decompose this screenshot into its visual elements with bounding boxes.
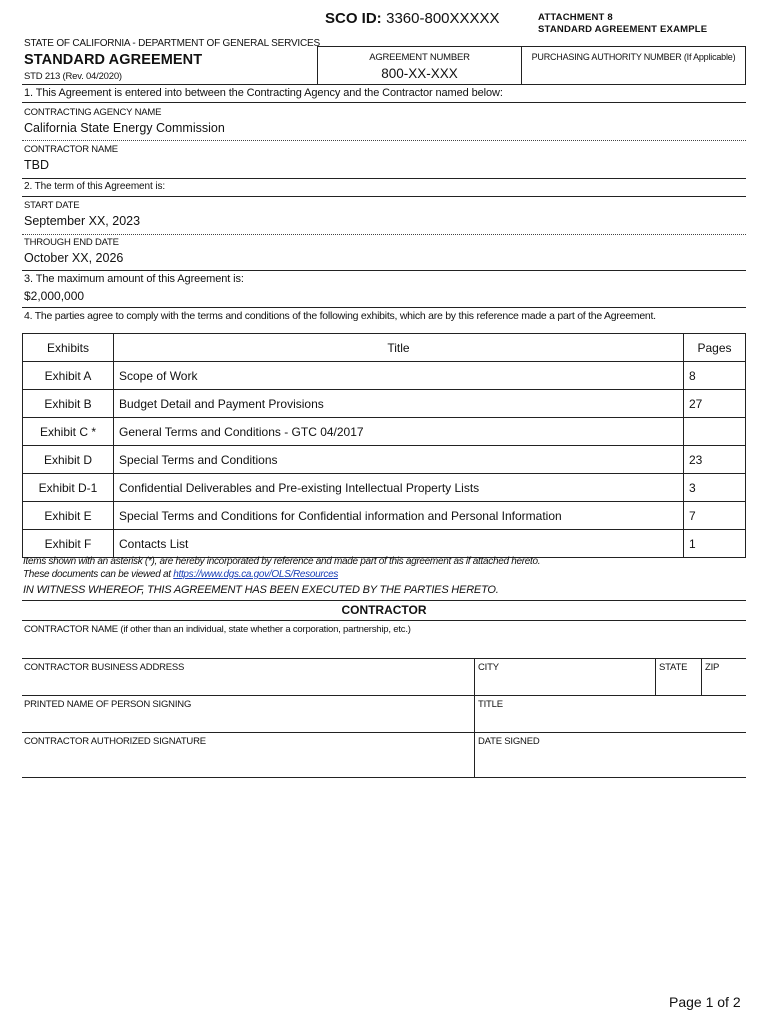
end-date-label: THROUGH END DATE [24, 237, 119, 248]
exhibit-pages: 7 [684, 502, 746, 530]
date-signed-field[interactable] [478, 748, 744, 776]
form-number: STD 213 (Rev. 04/2020) [24, 71, 122, 82]
contracting-agency-value[interactable]: California State Energy Commission [24, 121, 225, 135]
exhibit-id: Exhibit D [23, 446, 114, 474]
table-row [23, 530, 746, 558]
business-address-label: CONTRACTOR BUSINESS ADDRESS [24, 662, 185, 673]
witness-statement: IN WITNESS WHEREOF, THIS AGREEMENT HAS BEEN EXECUTED BY THE PARTIES HERETO. [23, 584, 499, 596]
exhibit-pages: 3 [684, 474, 746, 502]
asterisk-note: Items shown with an asterisk (*), are hereby incorporated by reference and made part of this agreement as if attached hereto. [23, 556, 541, 567]
signature-label: CONTRACTOR AUTHORIZED SIGNATURE [24, 736, 206, 747]
agreement-number-box [317, 46, 522, 85]
table-row [23, 502, 746, 530]
purchasing-authority-label: PURCHASING AUTHORITY NUMBER (If Applicable) [531, 52, 736, 62]
exhibits-header-row [23, 334, 746, 362]
purchasing-authority-box [521, 46, 746, 85]
exhibit-pages [684, 418, 746, 446]
exhibits-column-header: Exhibits [23, 334, 114, 362]
date-signed-label: DATE SIGNED [478, 736, 540, 747]
state-label: STATE [659, 662, 688, 673]
table-row [23, 446, 746, 474]
signature-field[interactable] [24, 748, 472, 776]
sco-id [325, 10, 500, 28]
printed-name-field[interactable] [24, 711, 472, 731]
exhibit-id: Exhibit C * [23, 418, 114, 446]
exhibit-title: Scope of Work [114, 362, 684, 390]
section4-text: 4. The parties agree to comply with the terms and conditions of the following exhibits, which are by this reference made a part of the Agreement. [24, 310, 656, 322]
sco-id-label: SCO ID: [325, 10, 382, 27]
title-label: TITLE [478, 699, 503, 710]
resources-link[interactable]: https://www.dgs.ca.gov/OLS/Resources [173, 569, 339, 580]
exhibit-title: Contacts List [114, 530, 684, 558]
section2-text: 2. The term of this Agreement is: [24, 181, 166, 192]
zip-label: ZIP [705, 662, 720, 673]
title-column-header: Title [114, 334, 684, 362]
documents-note-prefix: These documents can be viewed at [23, 569, 174, 580]
exhibit-title: Budget Detail and Payment Provisions [114, 390, 684, 418]
start-date-value[interactable]: September XX, 2023 [24, 214, 141, 228]
contractor-name-field-label: CONTRACTOR NAME (if other than an individual, state whether a corporation, partnership, etc.) [24, 624, 411, 635]
contracting-agency-label: CONTRACTING AGENCY NAME [24, 107, 162, 118]
contractor-name-label: CONTRACTOR NAME [24, 144, 118, 155]
exhibit-pages: 8 [684, 362, 746, 390]
documents-note [23, 569, 338, 580]
exhibit-id: Exhibit D-1 [23, 474, 114, 502]
business-address-field[interactable] [24, 674, 472, 694]
table-row [23, 418, 746, 446]
start-date-label: START DATE [24, 200, 80, 211]
exhibit-id: Exhibit B [23, 390, 114, 418]
contractor-heading: CONTRACTOR [341, 603, 427, 617]
exhibits-table [22, 333, 746, 558]
agreement-number-label: AGREEMENT NUMBER [369, 52, 470, 63]
form-title: STANDARD AGREEMENT [24, 52, 203, 68]
exhibit-title: Confidential Deliverables and Pre-existing Intellectual Property Lists [114, 474, 684, 502]
table-row [23, 474, 746, 502]
city-label: CITY [478, 662, 499, 673]
contractor-name-value[interactable]: TBD [24, 158, 49, 172]
agreement-number-value[interactable]: 800-XX-XXX [381, 66, 458, 81]
max-amount-value[interactable]: $2,000,000 [24, 289, 85, 303]
exhibit-title: General Terms and Conditions - GTC 04/2017 [114, 418, 684, 446]
section1-text: 1. This Agreement is entered into between the Contracting Agency and the Contractor named below: [24, 87, 503, 99]
zip-field[interactable] [705, 674, 745, 694]
state-field[interactable] [659, 674, 699, 694]
exhibit-id: Exhibit F [23, 530, 114, 558]
title-field[interactable] [478, 711, 744, 731]
contractor-name-field[interactable] [24, 636, 744, 656]
sco-id-value: 3360-800XXXXX [386, 10, 500, 27]
exhibit-pages: 27 [684, 390, 746, 418]
exhibit-id: Exhibit A [23, 362, 114, 390]
printed-name-label: PRINTED NAME OF PERSON SIGNING [24, 699, 192, 710]
pages-column-header: Pages [684, 334, 746, 362]
attachment-number: ATTACHMENT 8 [538, 12, 613, 23]
exhibit-pages: 23 [684, 446, 746, 474]
exhibit-title: Special Terms and Conditions [114, 446, 684, 474]
attachment-title: STANDARD AGREEMENT EXAMPLE [538, 24, 708, 35]
table-row [23, 390, 746, 418]
page-number: Page 1 of 2 [669, 994, 741, 1010]
exhibit-title: Special Terms and Conditions for Confidential information and Personal Information [114, 502, 684, 530]
attachment-label [538, 12, 707, 36]
end-date-value[interactable]: October XX, 2026 [24, 251, 124, 265]
section3-text: 3. The maximum amount of this Agreement is: [24, 273, 244, 285]
department-name: STATE OF CALIFORNIA - DEPARTMENT OF GENERAL SERVICES [24, 38, 320, 49]
table-row [23, 362, 746, 390]
exhibit-id: Exhibit E [23, 502, 114, 530]
city-field[interactable] [478, 674, 654, 694]
exhibit-pages: 1 [684, 530, 746, 558]
